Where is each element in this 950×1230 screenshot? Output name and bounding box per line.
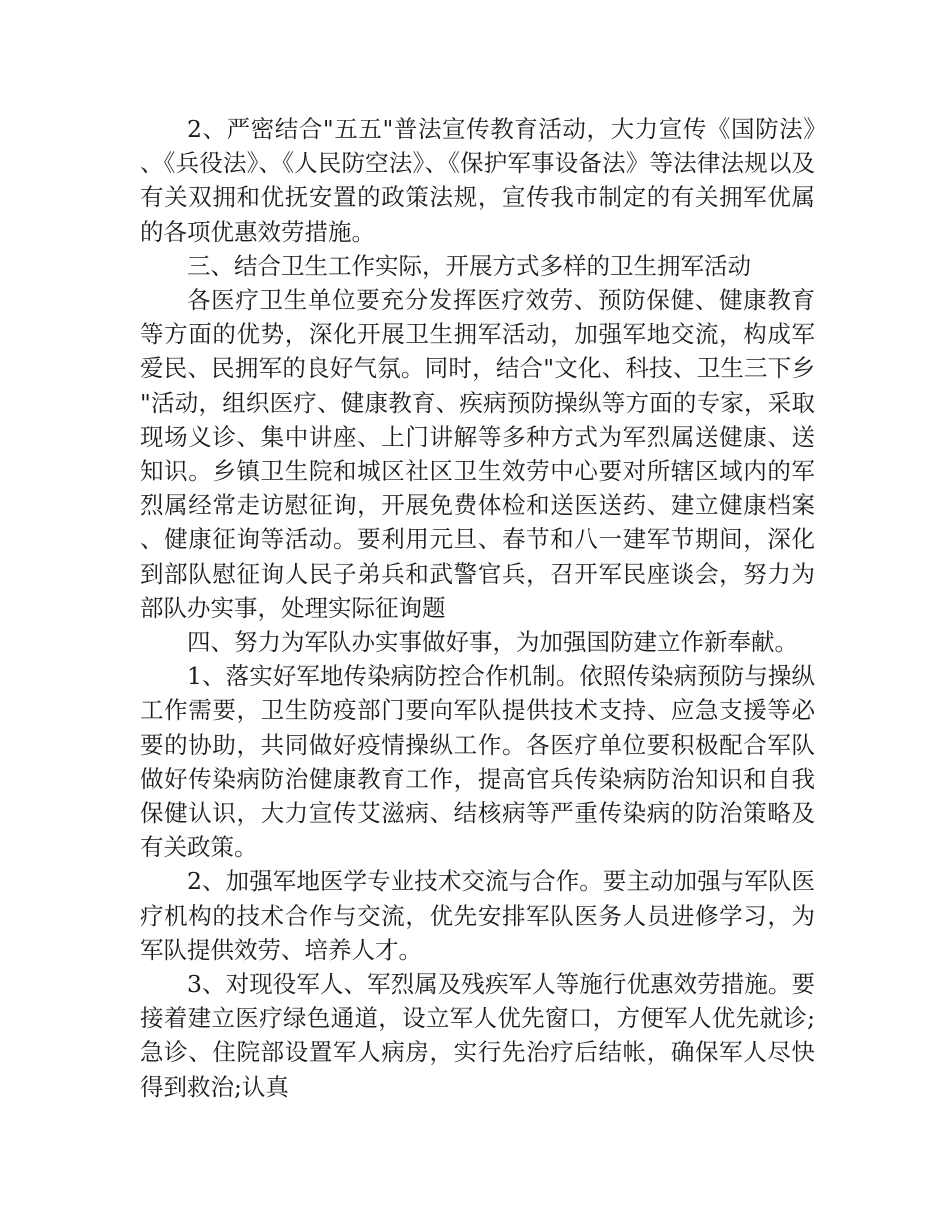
section-heading-four: 四、努力为军队办实事做好事，为加强国防建立作新奉献。 [187,628,798,657]
document-body [140,112,815,1104]
section-heading-three: 三、结合卫生工作实际，开展方式多样的卫生拥军活动 [187,251,751,280]
paragraph-medical-support: 各医疗卫生单位要充分发挥医疗效劳、预防保健、健康教育等方面的优势，深化开展卫生拥军活动，加强军地交流，构成军爱民、民拥军的良好气氛。同时，结合"文化、科技、卫生三下乡"活动，组织医疗、健康教育、疾病预防操纵等方面的专家，采取现场义诊、集中讲座、上门讲解等多种方式为军烈属送健康、送知识。乡镇卫生院和城区社区卫生效劳中心要对所辖区域内的军烈属经常走访慰征询，开展免费体检和送医送药、建立健康档案、健康征询等活动。要利用元旦、春节和八一建军节期间，深化到部队慰征询人民子弟兵和武警官兵，召开军民座谈会，努力为部队办实事，处理实际征询题 [140,286,815,622]
paragraph-point-3-preferential-services: 3、对现役军人、军烈属及残疾军人等施行优惠效劳措施。要接着建立医疗绿色通道，设立军人优先窗口，方便军人优先就诊;急诊、住院部设置军人病房，实行先治疗后结帐，确保军人尽快得到救治;认真 [140,970,815,1101]
paragraph-point-2-technical-exchange: 2、加强军地医学专业技术交流与合作。要主动加强与军队医疗机构的技术合作与交流，优先安排军队医务人员进修学习，为军队提供效劳、培养人才。 [140,867,815,964]
paragraph-point-1-epidemic-control: 1、落实好军地传染病防控合作机制。依照传染病预防与操纵工作需要，卫生防疫部门要向军队提供技术支持、应急支援等必要的协助，共同做好疫情操纵工作。各医疗单位要积极配合军队做好传染病防治健康教育工作，提高官兵传染病防治知识和自我保健认识，大力宣传艾滋病、结核病等严重传染病的防治策略及有关政策。 [140,662,815,862]
paragraph-point-2-legal-publicity: 2、严密结合"五五"普法宣传教育活动，大力宣传《国防法》、《兵役法》、《人民防空法》、《保护军事设备法》等法律法规以及有关双拥和优抚安置的政策法规，宣传我市制定的有关拥军优属的各项优惠效劳措施。 [140,115,815,246]
